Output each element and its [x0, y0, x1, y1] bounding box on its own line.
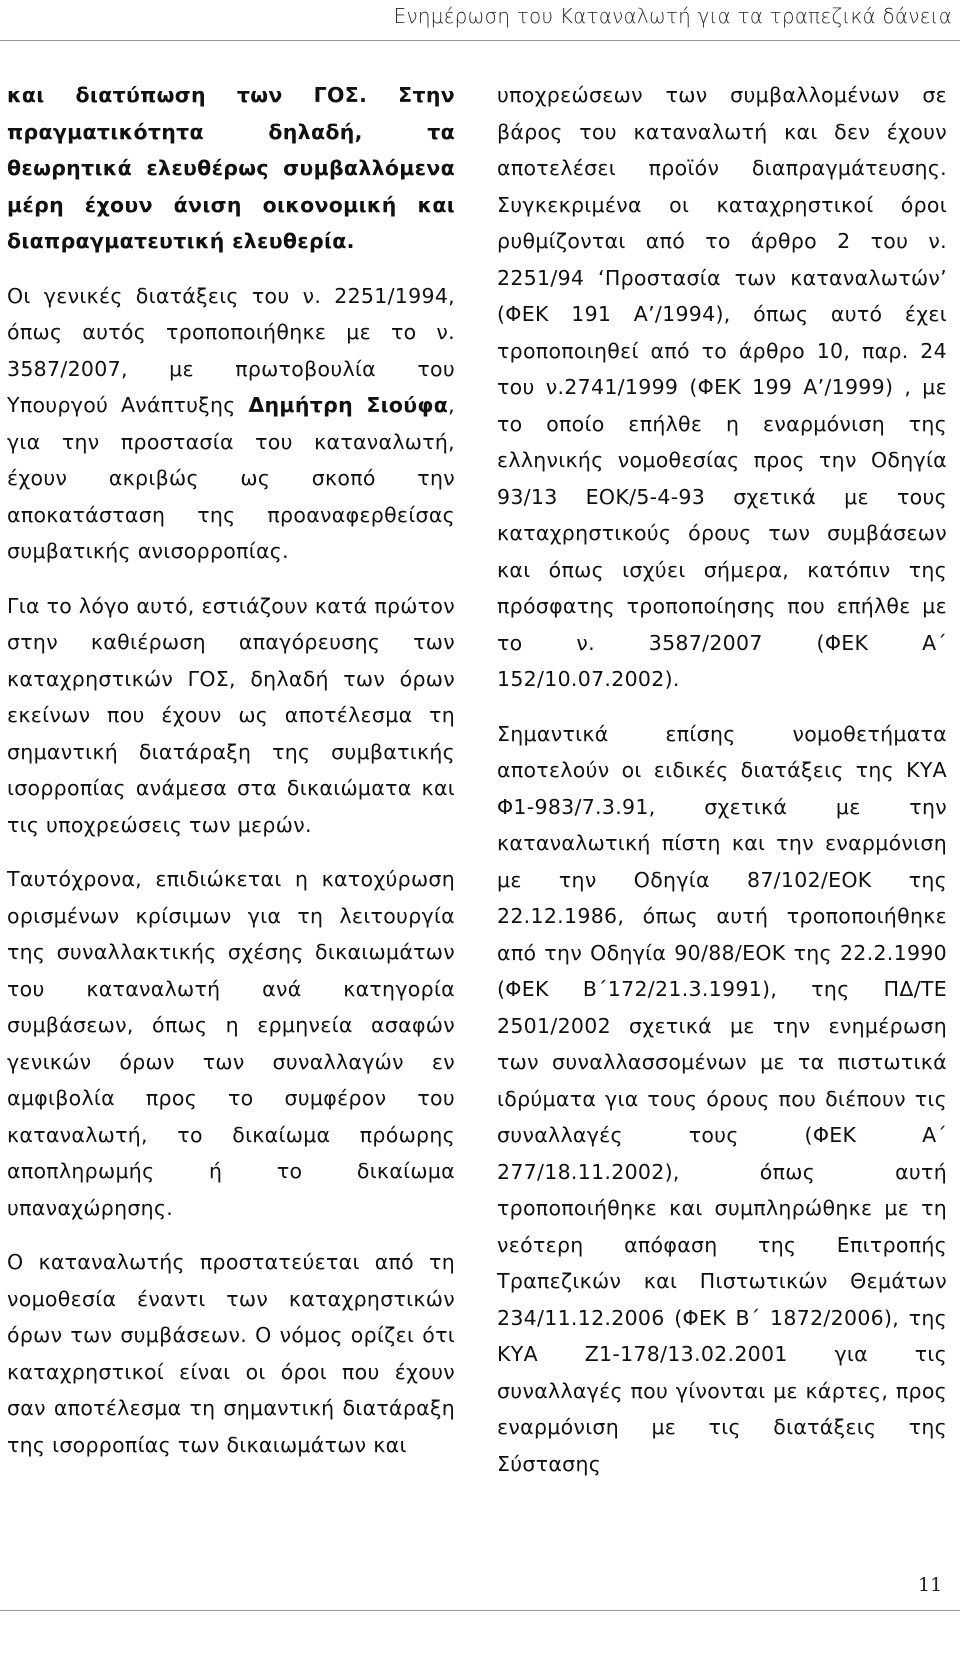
right-paragraph-2: Σημαντικά επίσης νομοθετήματα αποτελούν οι ειδικές διατάξεις της ΚΥΑ Φ1-983/7.3.91, σχετικά με την καταναλωτική πίστη και την εναρμόνιση με την Οδηγία 87/102/ΕΟΚ της 22.12.1986, όπως αυτή τροποποιήθηκε από την Οδηγία 90/88/ΕΟΚ της 22.2.1990 (ΦΕΚ Β΄172/21.3.1991), της ΠΔ/ΤΕ 2501/2002 σχετικά με την ενημέρωση των συναλλασσομένων με τα πιστωτικά ιδρύματα για τους όρους που διέπουν τις συναλλαγές τους (ΦΕΚ Α΄ 277/18.11.2002), όπως αυτή τροποποιήθηκε και συμπληρώθηκε με τη νεότερη απόφαση της Επιτροπής Τραπεζικών και Πιστωτικών Θεμάτων 234/11.12.2006 (ΦΕΚ Β΄ 1872/2006), της ΚΥΑ Ζ1-178/13.02.2001 για τις συναλλαγές που γίνονται με κάρτες, προς εναρμόνιση με τις διατάξεις της Σύστασης	[497, 721, 947, 1476]
left-paragraph-2	[7, 278, 455, 570]
left-paragraph-2-text-b: , για την προστασία του καταναλωτή, έχουν ακριβώς ως σκοπό την αποκατάσταση της προαναφερθείσας συμβατικής ανισορροπίας.	[7, 393, 455, 563]
left-column	[7, 77, 455, 1481]
running-header: Ενημέρωση του Καταναλωτή για τα τραπεζικά δάνεια	[393, 4, 952, 28]
left-paragraph-5: Ο καταναλωτής προστατεύεται από τη νομοθεσία έναντι των καταχρηστικών όρων των συμβάσεων. Ο νόμος ορίζει ότι καταχρηστικοί είναι οι όροι που έχουν σαν αποτέλεσμα τη σημαντική διατάραξη της ισορροπίας των δικαιωμάτων και	[7, 1250, 455, 1457]
header-divider	[0, 40, 960, 41]
left-paragraph-1: και διατύπωση των ΓΟΣ. Στην πραγματικότητα δηλαδή, τα θεωρητικά ελευθέρως συμβαλλόμενα μέρη έχουν άνιση οικονομική και διαπραγματευτική ελευθερία.	[7, 83, 455, 253]
left-paragraph-2-text-a: Οι γενικές διατάξεις του ν. 2251/1994, όπως αυτός τροποποιήθηκε με το ν. 3587/2007, με πρωτοβουλία του Υπουργού Ανάπτυξης	[7, 283, 455, 417]
minister-name: Δημήτρη Σιούφα	[248, 393, 449, 417]
footer-divider	[0, 1610, 960, 1611]
left-paragraph-4: Ταυτόχρονα, επιδιώκεται η κατοχύρωση ορισμένων κρίσιμων για τη λειτουργία της συναλλακτικής σχέσης δικαιωμάτων του καταναλωτή ανά κατηγορία συμβάσεων, όπως η ερμηνεία ασαφών γενικών όρων των συναλλαγών εν αμφιβολία προς το συμφέρον του καταναλωτή, το δικαίωμα πρόωρης αποπληρωμής ή το δικαίωμα υπαναχώρησης.	[7, 867, 455, 1220]
right-paragraph-1: υποχρεώσεων των συμβαλλομένων σε βάρος του καταναλωτή και δεν έχουν αποτελέσει προϊόν διαπραγμάτευσης. Συγκεκριμένα οι καταχρηστικοί όροι ρυθμίζονται από το άρθρο 2 του ν. 2251/94 ‘Προστασία των καταναλωτών’ (ΦΕΚ 191 Α’/1994), όπως αυτό έχει τροποποιηθεί από το άρθρο 10, παρ. 24 του ν.2741/1999 (ΦΕΚ 199 Α’/1999) , με το οποίο επήλθε η εναρμόνιση της ελληνικής νομοθεσίας προς την Οδηγία 93/13 ΕΟΚ/5-4-93 σχετικά με τους καταχρηστικούς όρους των συμβάσεων και όπως ισχύει σήμερα, κατόπιν της πρόσφατης τροποποίησης που επήλθε με το ν. 3587/2007 (ΦΕΚ Α΄ 152/10.07.2002).	[497, 83, 947, 691]
left-paragraph-3: Για το λόγο αυτό, εστιάζουν κατά πρώτον στην καθιέρωση απαγόρευσης των καταχρηστικών ΓΟΣ, δηλαδή των όρων εκείνων που έχουν ως αποτέλεσμα τη σημαντική διατάραξη της συμβατικής ισορροπίας ανάμεσα στα δικαιώματα και τις υποχρεώσεις των μερών.	[7, 593, 455, 837]
page-number: 11	[918, 1574, 943, 1596]
right-column	[497, 77, 947, 1500]
